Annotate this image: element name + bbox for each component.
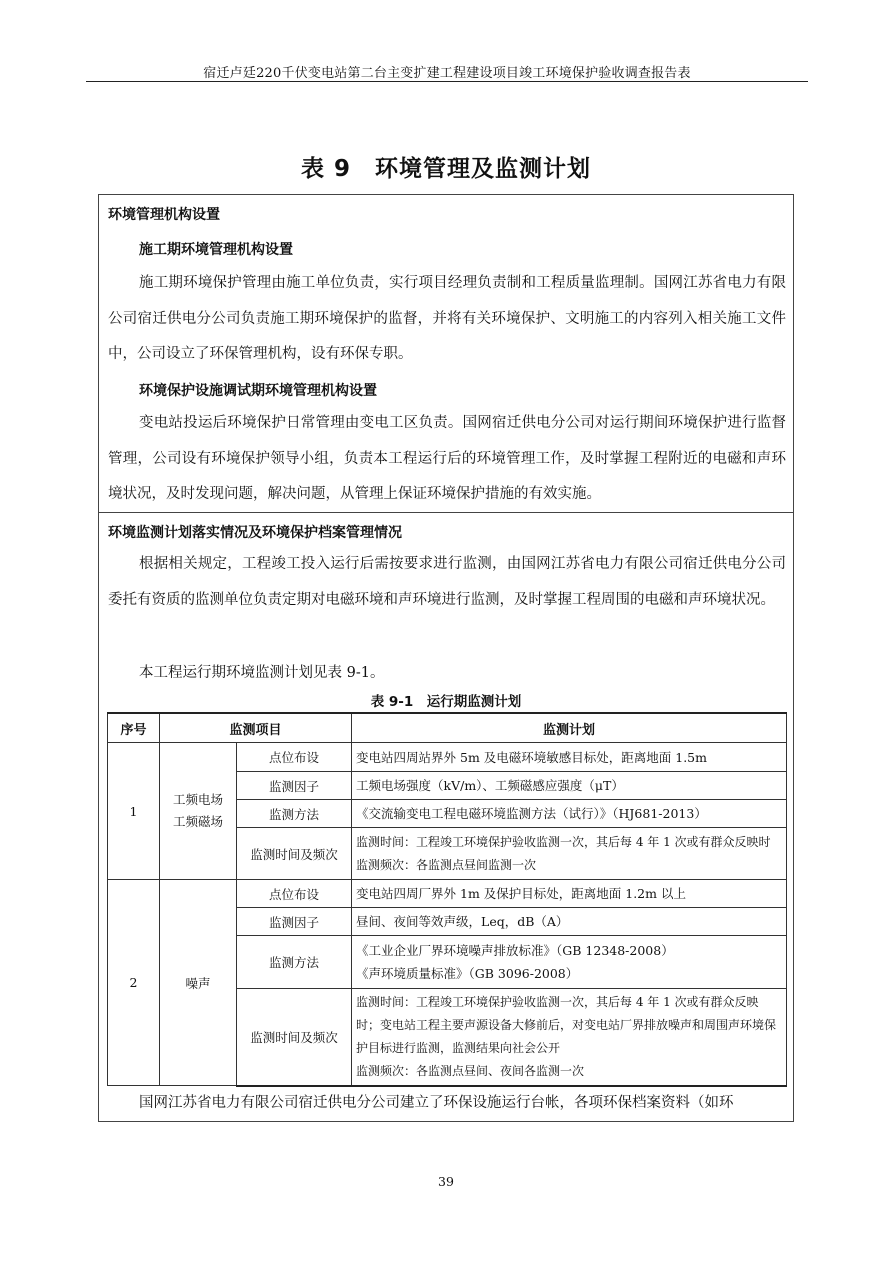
plan-cell	[352, 828, 787, 880]
row-category	[160, 743, 237, 880]
item-label: 监测因子	[237, 772, 352, 800]
section1-para1: 施工期环境保护管理由施工单位负责，实行项目经理负责制和工程质量监理制。国网江苏省电力有限公司宿迁供电分公司负责施工期环境保护的监督，并将有关环境保护、文明施工的内容列入相关施工文件中，公司设立了环保管理机构，设有环保专职。	[108, 275, 786, 362]
item-label: 监测时间及频次	[237, 989, 352, 1086]
plan-line: 监测时间：工程竣工环境保护验收监测一次，其后每 4 年 1 次或有群众反映时	[356, 834, 771, 849]
section1-sub2: 环境保护设施调试期环境管理机构设置	[139, 383, 377, 399]
header-plan: 监测计划	[352, 713, 787, 743]
section2-para3: 国网江苏省电力有限公司宿迁供电分公司建立了环保设施运行台帐，各项环保档案资料（如环	[139, 1095, 734, 1111]
table-title: 表 9-1 运行期监测计划	[370, 694, 522, 710]
plan-cell	[352, 908, 787, 936]
plan-line: 昼间、夜间等效声级，Leq，dB（A）	[356, 914, 569, 929]
row-no: 2	[108, 880, 160, 1086]
plan-cell	[352, 936, 787, 989]
item-label: 监测方法	[237, 936, 352, 989]
item-label: 监测因子	[237, 908, 352, 936]
plan-cell	[352, 772, 787, 800]
plan-line: 监测频次：各监测点昼间监测一次	[356, 857, 537, 872]
plan-line: 监测时间：工程竣工环境保护验收监测一次，其后每 4 年 1 次或有群众反映时；变电站工程主要声源设备大修前后，对变电站厂界排放噪声和周围声环境保护目标进行监测，监测结果向社会公开	[356, 994, 777, 1055]
section2-para2: 本工程运行期环境监测计划见表 9-1。	[139, 665, 385, 681]
plan-cell	[352, 743, 787, 772]
row-category	[160, 880, 237, 1086]
item-label: 监测方法	[237, 800, 352, 828]
plan-line: 变电站四周厂界外 1m 及保护目标处，距离地面 1.2m 以上	[356, 886, 686, 901]
category-line: 工频电场	[172, 792, 223, 807]
row-no: 1	[108, 743, 160, 880]
plan-line: 监测频次：各监测点昼间、夜间各监测一次	[356, 1063, 585, 1078]
plan-cell	[352, 989, 787, 1086]
header-item: 监测项目	[160, 713, 352, 743]
category-line: 工频磁场	[172, 814, 223, 829]
page-number: 39	[438, 1174, 454, 1189]
plan-line: 《声环境质量标准》（GB 3096-2008）	[356, 966, 579, 981]
monitoring-plan-table	[107, 712, 787, 1087]
running-header: 宿迁卢廷220千伏变电站第二台主变扩建工程建设项目竣工环境保护验收调查报告表	[203, 66, 691, 81]
item-label: 监测时间及频次	[237, 828, 352, 880]
section1-heading: 环境管理机构设置	[108, 207, 220, 223]
plan-cell	[352, 800, 787, 828]
section2-para1: 根据相关规定，工程竣工投入运行后需按要求进行监测，由国网江苏省电力有限公司宿迁供电分公司委托有资质的监测单位负责定期对电磁环境和声环境进行监测，及时掌握工程周围的电磁和声环境状况。	[108, 556, 786, 608]
table-row	[108, 880, 787, 908]
header-no: 序号	[108, 713, 160, 743]
section2-heading: 环境监测计划落实情况及环境保护档案管理情况	[108, 525, 402, 541]
table-row	[108, 743, 787, 772]
section1-para2: 变电站投运后环境保护日常管理由变电工区负责。国网宿迁供电分公司对运行期间环境保护进行监督管理，公司设有环境保护领导小组，负责本工程运行后的环境管理工作，及时掌握工程附近的电磁和声环境状况，及时发现问题，解决问题，从管理上保证环境保护措施的有效实施。	[108, 415, 786, 502]
plan-line: 变电站四周站界外 5m 及电磁环境敏感目标处，距离地面 1.5m	[356, 749, 707, 765]
page-title: 表 9 环境管理及监测计划	[300, 156, 591, 182]
section1-sub1: 施工期环境管理机构设置	[139, 242, 293, 258]
header-rule	[86, 81, 808, 82]
plan-line: 《交流输变电工程电磁环境监测方法（试行）》（HJ681-2013）	[356, 806, 707, 821]
item-label: 点位布设	[237, 743, 352, 772]
table-header-row	[108, 713, 787, 743]
plan-line: 《工业企业厂界环境噪声排放标准》（GB 12348-2008）	[356, 943, 674, 958]
item-label: 点位布设	[237, 880, 352, 908]
category-line: 噪声	[185, 975, 211, 991]
plan-line: 工频电场强度（kV/m）、工频磁感应强度（μT）	[356, 778, 624, 793]
plan-cell	[352, 880, 787, 908]
